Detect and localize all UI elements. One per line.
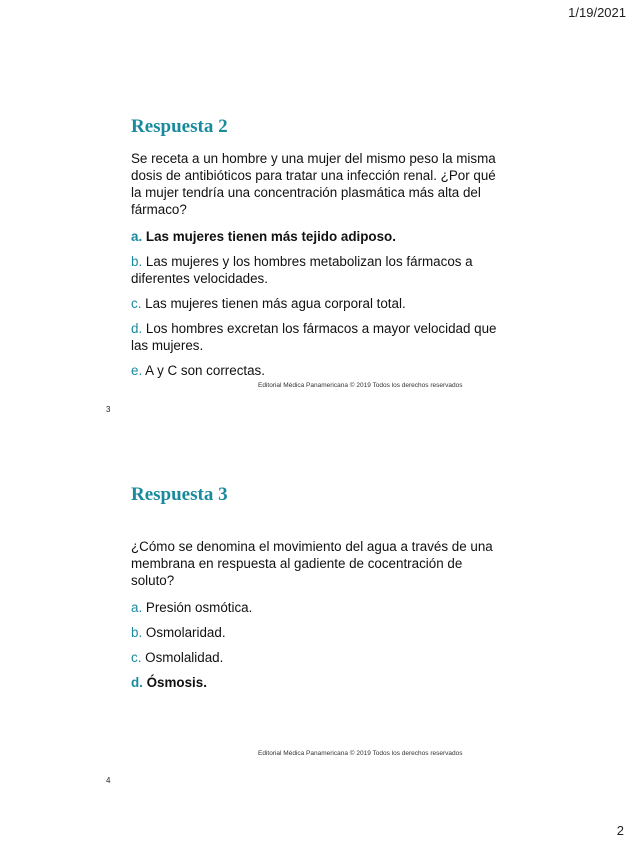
option-letter: a.	[131, 229, 143, 244]
option-text: Las mujeres y los hombres metabolizan los fármacos a diferentes velocidades.	[131, 254, 473, 286]
option-b	[131, 253, 503, 287]
slide-title: Respuesta 3	[131, 484, 228, 505]
option-text: A y C son correctas.	[145, 363, 265, 378]
slide-respuesta-3	[131, 484, 511, 699]
option-text: Las mujeres tienen más tejido adiposo.	[145, 229, 396, 244]
option-letter: c.	[131, 296, 142, 311]
slide-number: 3	[106, 405, 111, 414]
slide-number: 4	[106, 776, 111, 785]
question-text: ¿Cómo se denomina el movimiento del agua a través de una membrana en respuesta al gadiente de cocentración de soluto?	[131, 539, 493, 588]
slide-title: Respuesta 2	[131, 116, 228, 137]
option-letter: c.	[131, 650, 142, 665]
option-letter: d.	[131, 321, 143, 336]
option-a	[131, 599, 503, 616]
option-e	[131, 362, 503, 379]
option-text: Ósmosis.	[146, 675, 207, 690]
option-d	[131, 320, 503, 354]
page-number: 2	[616, 823, 624, 838]
option-text: Las mujeres tienen más agua corporal total.	[145, 296, 406, 311]
option-letter: a.	[131, 600, 143, 615]
option-text: Presión osmótica.	[145, 600, 253, 615]
question-text: Se receta a un hombre y una mujer del mismo peso la misma dosis de antibióticos para tratar una infección renal. ¿Por qué la mujer tendría una concentración plasmática más alta del fármaco?	[131, 151, 496, 217]
option-c	[131, 649, 503, 666]
option-text: Osmolaridad.	[145, 625, 226, 640]
option-letter: d.	[131, 675, 143, 690]
slide-respuesta-2	[131, 116, 511, 387]
print-date: 1/19/2021	[568, 5, 626, 20]
option-d-correct	[131, 674, 503, 691]
option-text: Los hombres excretan los fármacos a mayor velocidad que las mujeres.	[131, 321, 497, 353]
option-letter: b.	[131, 625, 143, 640]
slide-footer: Editorial Médica Panamericana © 2019 Todos los derechos reservados	[258, 750, 463, 757]
option-letter: e.	[131, 363, 143, 378]
slide-footer: Editorial Médica Panamericana © 2019 Todos los derechos reservados	[258, 382, 463, 389]
option-text: Osmolalidad.	[145, 650, 224, 665]
option-c	[131, 295, 503, 312]
option-letter: b.	[131, 254, 143, 269]
option-a-correct	[131, 228, 503, 245]
option-b	[131, 624, 503, 641]
